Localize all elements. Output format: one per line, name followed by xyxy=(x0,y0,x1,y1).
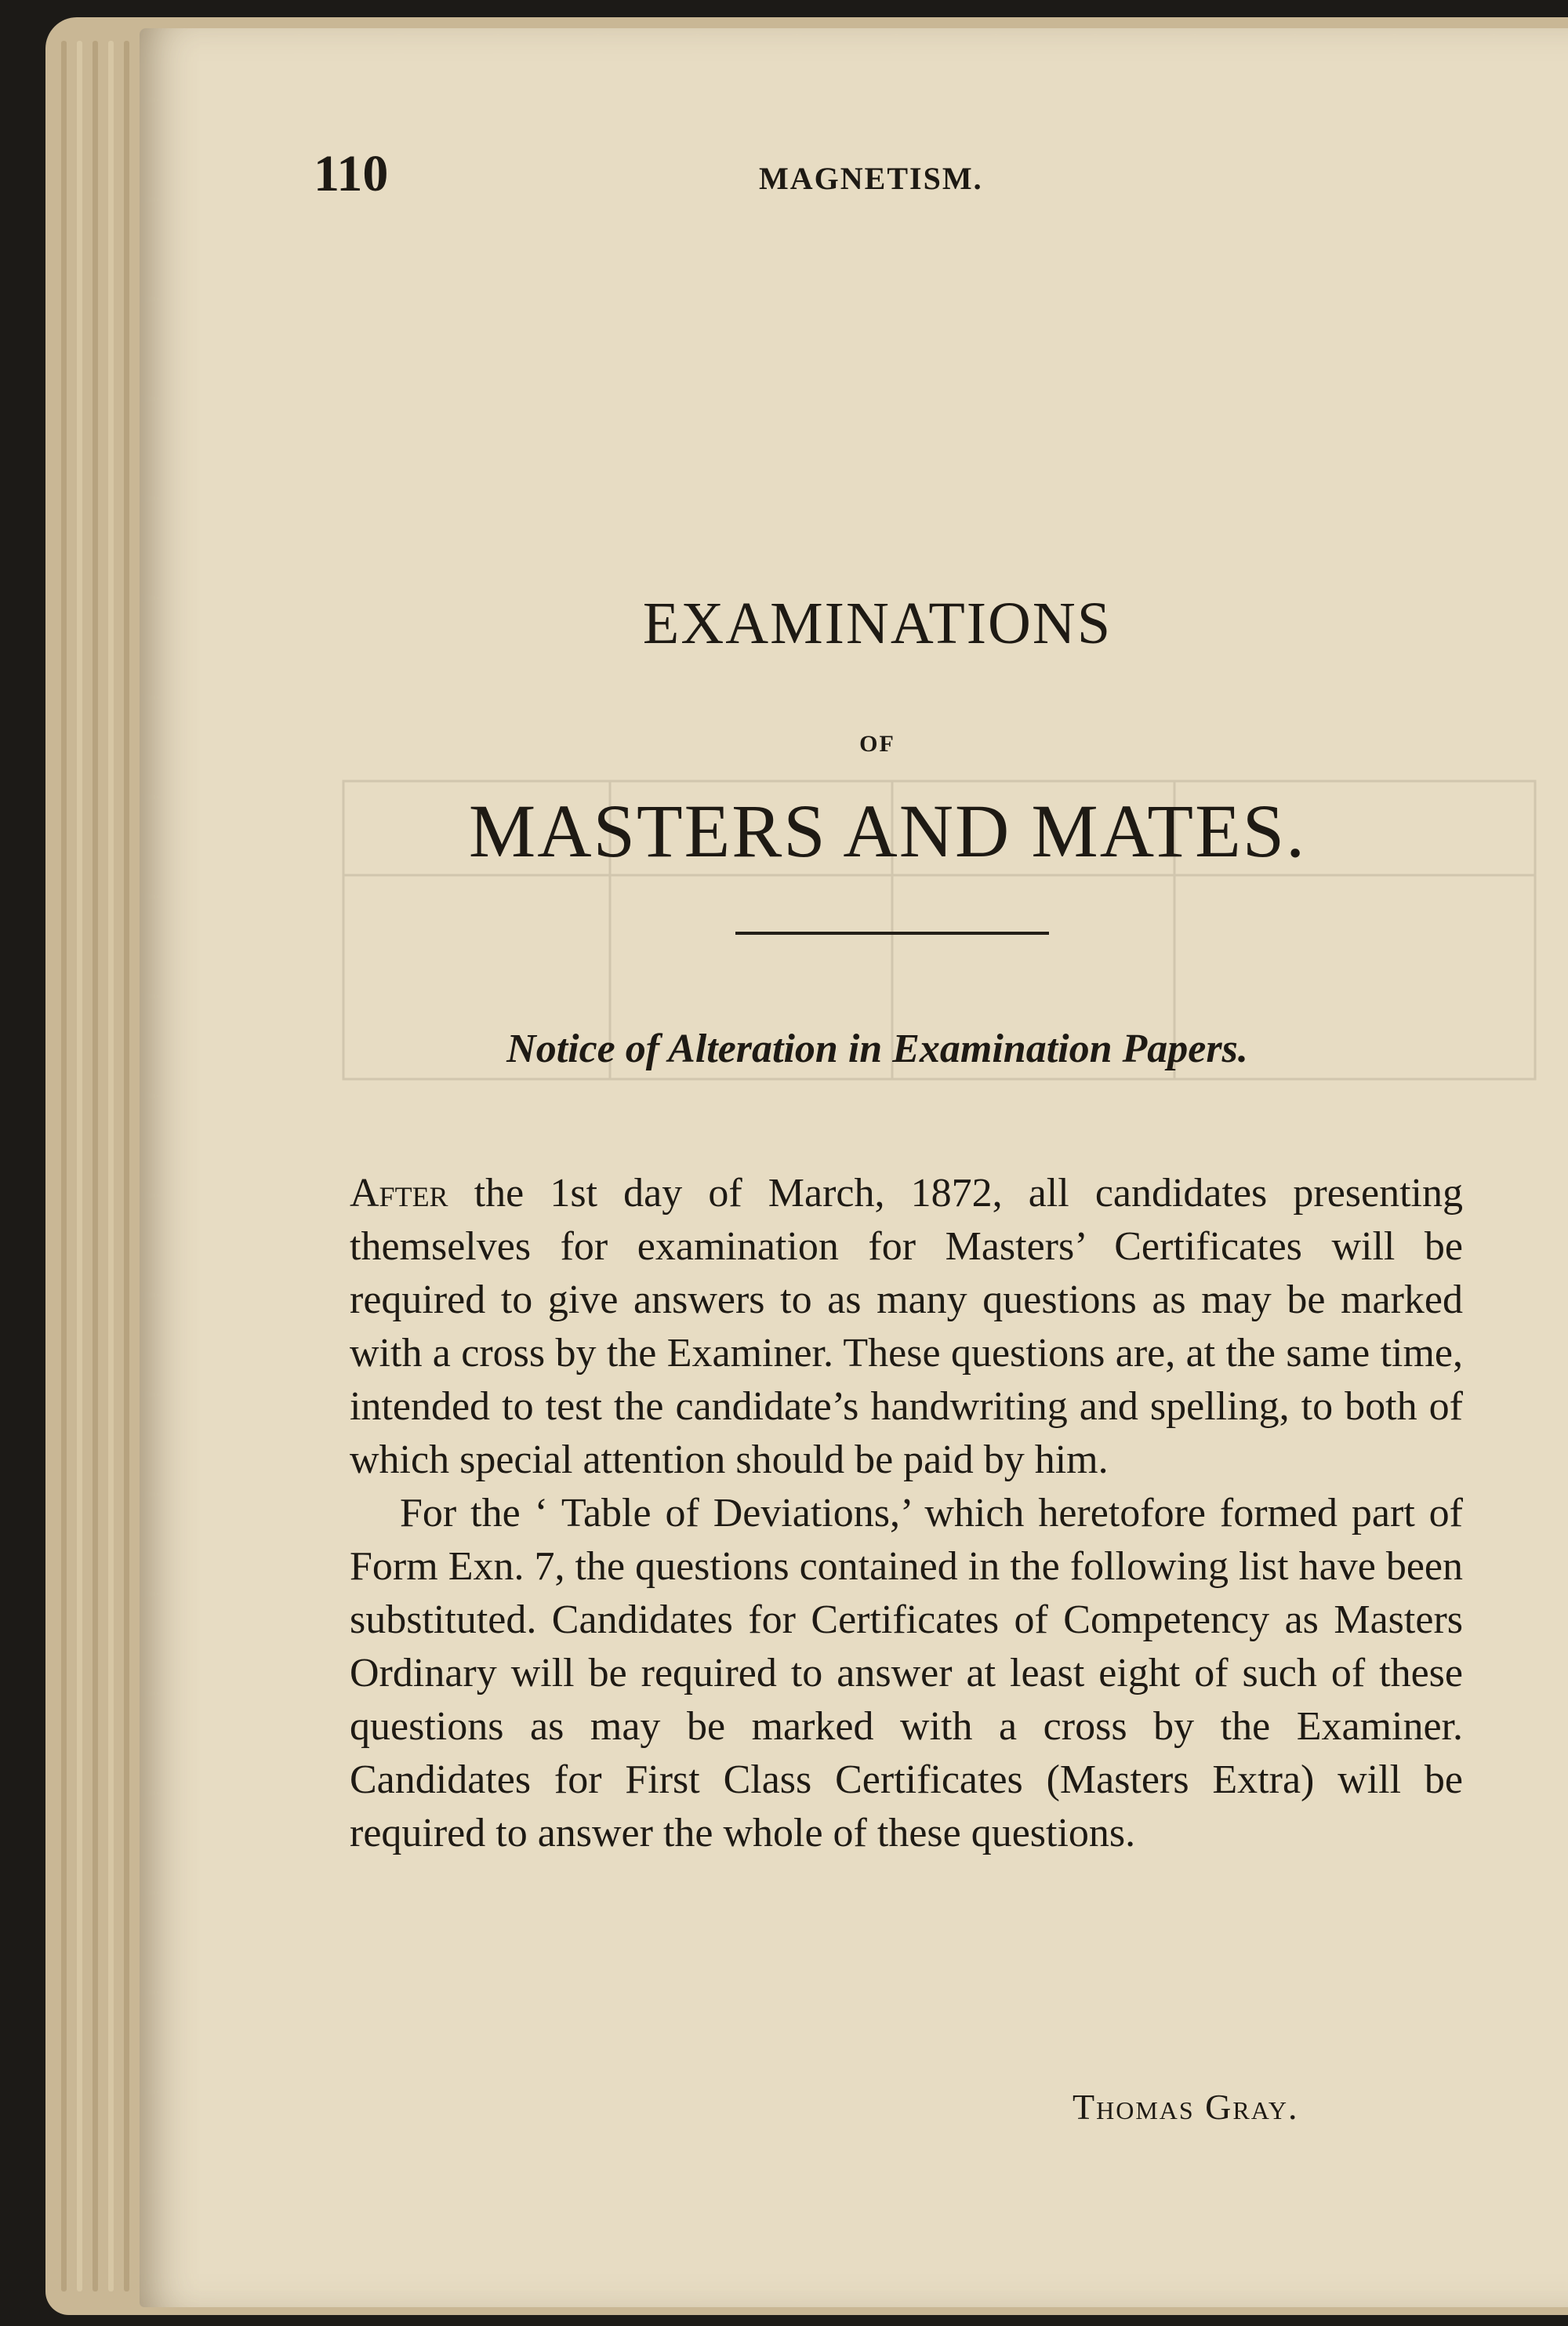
paragraph-1-lead-word: After xyxy=(350,1171,448,1216)
page-edge xyxy=(61,41,67,2291)
notice-body xyxy=(350,1167,1463,1860)
book-page xyxy=(140,28,1568,2307)
running-head: MAGNETISM. xyxy=(759,161,983,196)
heading-examinations: EXAMINATIONS xyxy=(642,591,1112,656)
section-divider-rule xyxy=(735,932,1049,935)
signature: Thomas Gray. xyxy=(1073,2087,1299,2127)
paragraph-1-text: the 1st day of March, 1872, all candidates presenting themselves for examination for Masters’ Certificates will be required to give answers to as many questions as may be marked with a cross by the Examiner. These questions are, at the same time, intended to test the candidate’s handwriting and spelling, to both of which special attention should be paid by him. xyxy=(350,1171,1463,1482)
page-edge xyxy=(124,41,129,2291)
paragraph-2: For the ‘ Table of Deviations,’ which heretofore formed part of Form Exn. 7, the questions contained in the following list have been substituted. Candidates for Certificates of Competency as Masters Ordinary will be required to answer at least eight of such of these questions as may be marked with a cross by the Examiner. Candidates for First Class Certificates (Masters Extra) will be required to answer the whole of these questions. xyxy=(350,1491,1463,1855)
page-number: 110 xyxy=(314,145,389,202)
paragraph-1 xyxy=(350,1167,1463,1487)
notice-title: Notice of Alteration in Examination Papers. xyxy=(506,1027,1248,1071)
page-edge xyxy=(77,41,82,2291)
page-edge xyxy=(93,41,98,2291)
heading-of: OF xyxy=(859,731,895,757)
page-content xyxy=(140,28,1568,2307)
page-edge xyxy=(108,41,114,2291)
heading-masters-and-mates: MASTERS AND MATES. xyxy=(468,789,1307,873)
